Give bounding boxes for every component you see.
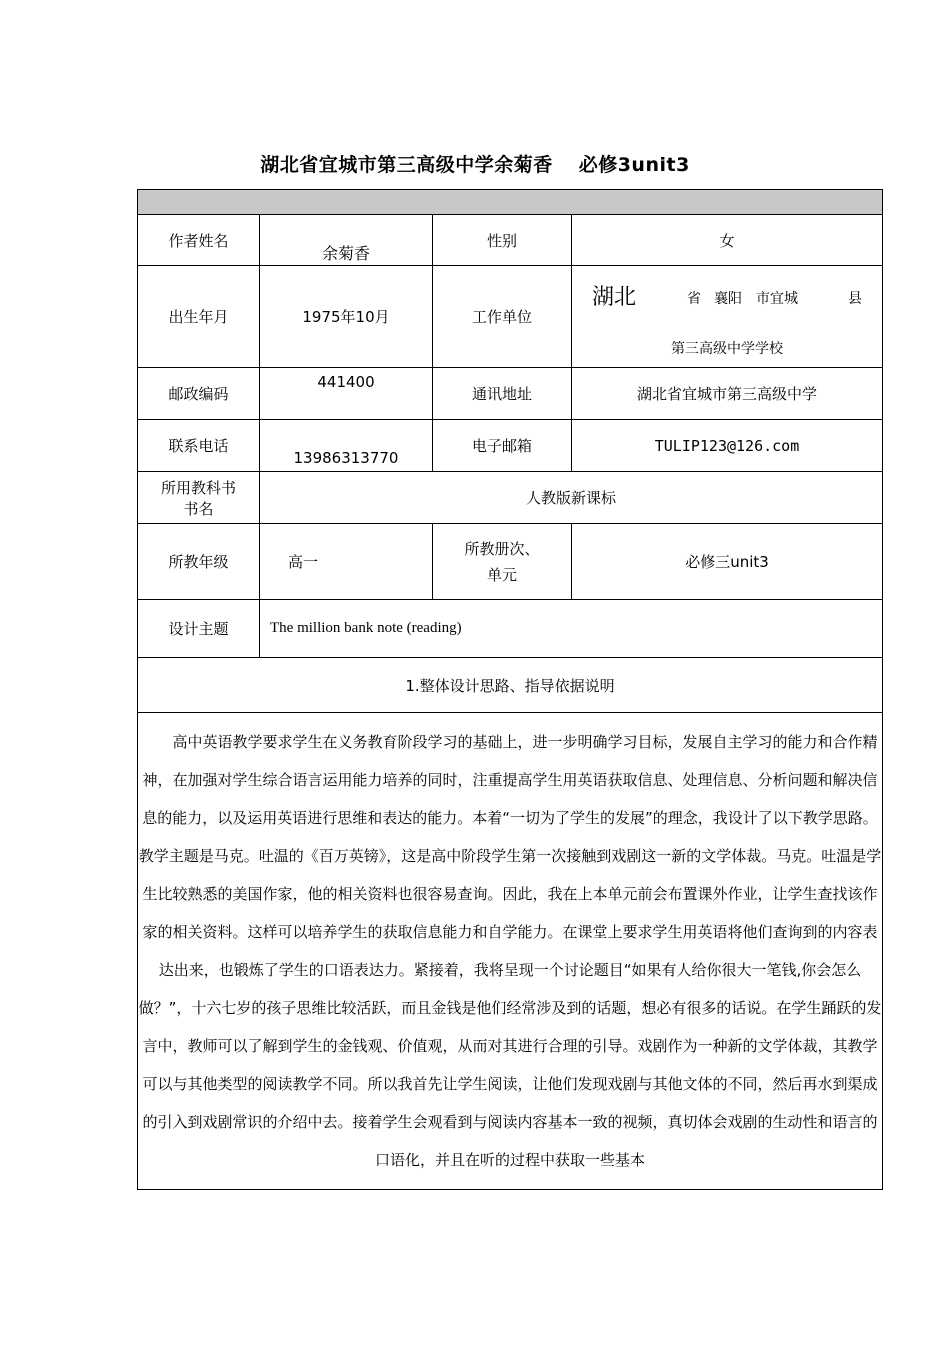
phone-label: 联系电话	[138, 420, 260, 472]
grade-label: 所教年级	[138, 524, 260, 600]
gray-band	[138, 190, 883, 215]
workplace-city: 襄阳	[714, 291, 742, 307]
volume-label-line1: 所教册次、	[464, 539, 540, 558]
header-gray-row	[138, 190, 883, 215]
row-section-body	[138, 713, 883, 1190]
row-phone	[138, 420, 883, 472]
workplace-label: 工作单位	[433, 266, 572, 368]
textbook-label-line2: 书名	[183, 499, 214, 518]
postal-value: 441400	[317, 372, 375, 391]
textbook-label	[138, 472, 260, 524]
row-textbook	[138, 472, 883, 524]
author-value-cell	[260, 215, 433, 266]
row-topic	[138, 600, 883, 658]
birth-value: 1975年10月	[260, 266, 433, 368]
row-author	[138, 215, 883, 266]
grade-value: 高一	[260, 524, 433, 600]
title-main: 湖北省宜城市第三高级中学余菊香	[260, 154, 553, 176]
workplace-value-cell	[572, 266, 883, 368]
volume-value: 必修三unit3	[572, 524, 883, 600]
section-body: 高中英语教学要求学生在义务教育阶段学习的基础上，进一步明确学习目标，发展自主学习的能力和合作精神，在加强对学生综合语言运用能力培养的同时，注重提高学生用英语获取信息、处理信息、分析问题和解决信息的能力，以及运用英语进行思维和表达的能力。本着“一切为了学生的发展”的理念，我设计了以下教学思路。教学主题是马克。吐温的《百万英镑》，这是高中阶段学生第一次接触到戏剧这一新的文学体裁。马克。吐温是学生比较熟悉的美国作家，他的相关资料也很容易查询。因此，我在上本单元前会布置课外作业，让学生查找该作家的相关资料。这样可以培养学生的获取信息能力和自学能力。在课堂上要求学生用英语将他们查询到的内容表达出来，也锻炼了学生的口语表达力。紧接着，我将呈现一个讨论题目“如果有人给你很大一笔钱,你会怎么做？”，十六七岁的孩子思维比较活跃，而且金钱是他们经常涉及到的话题，想必有很多的话说。在学生踊跃的发言中，教师可以了解到学生的金钱观、价值观，从而对其进行合理的引导。戏剧作为一种新的文学体裁，其教学可以与其他类型的阅读教学不同。所以我首先让学生阅读，让他们发现戏剧与其他文体的不同，然后再水到渠成的引入到戏剧常识的介绍中去。接着学生会观看到与阅读内容基本一致的视频，真切体会戏剧的生动性和语言的口语化，并且在听的过程中获取一些基本	[138, 733, 882, 1169]
gender-label: 性别	[433, 215, 572, 266]
address-value: 湖北省宜城市第三高级中学	[572, 368, 883, 420]
title-course: 必修3unit3	[578, 154, 690, 176]
row-postal	[138, 368, 883, 420]
phone-value-cell	[260, 420, 433, 472]
postal-value-cell	[260, 368, 433, 420]
row-grade	[138, 524, 883, 600]
section-title: 1.整体设计思路、指导依据说明	[138, 658, 883, 713]
postal-label: 邮政编码	[138, 368, 260, 420]
gender-value: 女	[572, 215, 883, 266]
workplace-school: 第三高级中学学校	[671, 341, 783, 357]
info-form-table	[137, 189, 883, 1190]
workplace-province: 湖北	[592, 285, 637, 310]
address-label: 通讯地址	[433, 368, 572, 420]
volume-label	[433, 524, 572, 600]
page-title	[0, 150, 950, 177]
phone-value: 13986313770	[293, 448, 399, 467]
birth-label: 出生年月	[138, 266, 260, 368]
workplace-city-suffix: 市宜城	[756, 291, 798, 307]
author-value: 余菊香	[321, 243, 370, 263]
topic-value: The million bank note (reading)	[260, 600, 883, 658]
section-body-cell	[138, 713, 883, 1190]
workplace-county-suffix: 县	[848, 291, 862, 307]
textbook-label-line1: 所用教科书	[160, 478, 236, 497]
email-value: TULIP123@126.com	[572, 420, 883, 472]
author-label: 作者姓名	[138, 215, 260, 266]
topic-label: 设计主题	[138, 600, 260, 658]
workplace-province-suffix: 省	[687, 291, 701, 307]
row-birth	[138, 266, 883, 368]
volume-label-line2: 单元	[486, 565, 517, 584]
textbook-value: 人教版新课标	[260, 472, 883, 524]
email-label: 电子邮箱	[433, 420, 572, 472]
row-section-title	[138, 658, 883, 713]
workplace-line-1	[590, 280, 864, 310]
